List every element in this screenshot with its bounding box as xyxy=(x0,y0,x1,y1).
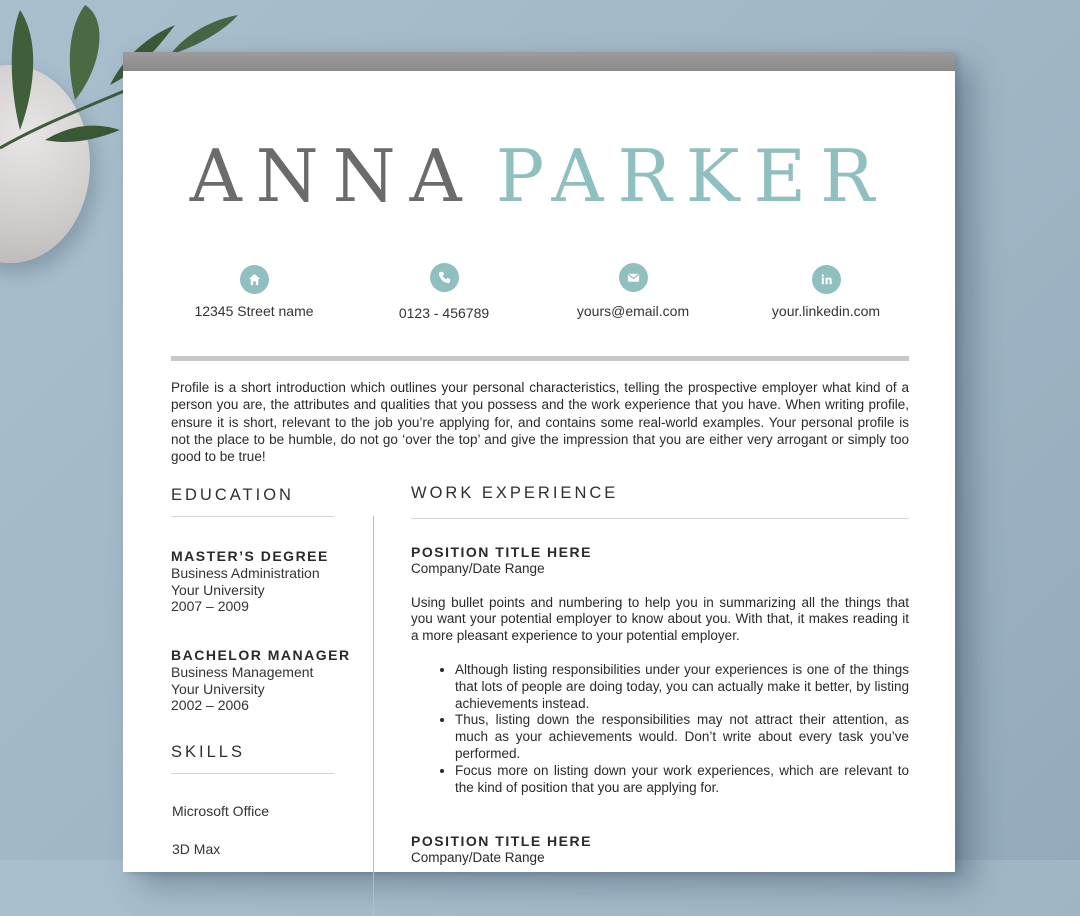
address-text: 12345 Street name xyxy=(194,303,314,319)
contact-address xyxy=(159,265,349,319)
skill-item: 3D Max xyxy=(172,841,221,857)
education-item xyxy=(171,647,371,714)
degree-title: BACHELOR MANAGER xyxy=(171,647,351,663)
job-entry xyxy=(411,544,909,796)
linkedin-text[interactable]: your.linkedin.com xyxy=(771,303,881,319)
linkedin-icon xyxy=(812,265,841,294)
profile-summary: Profile is a short introduction which outlines your personal characteristics, telling the prospective employer what kind of a person you are, the attributes and qualities that you possess and the work experience that you have. When writing profile, ensure it is short, relevant to the job you’re applying for, and contains some real-world examples. Your personal profile is not the place to be humble, do not go ‘over the top’ and give the impression that you are either very arrogant or simply too good to be true! xyxy=(171,380,909,465)
skills-rule xyxy=(171,773,334,774)
education-heading: EDUCATION xyxy=(171,486,294,504)
contact-linkedin[interactable] xyxy=(731,265,921,319)
header-divider xyxy=(171,356,909,361)
candidate-name xyxy=(123,134,955,218)
job-bullet: • Although listing responsibilities under your experiences is one of the things that lots of people are doing today, you can actually make it better, by listing achievements instead. xyxy=(455,662,909,712)
mail-icon xyxy=(619,263,648,292)
degree-title: MASTER’S DEGREE xyxy=(171,548,329,564)
skills-heading: SKILLS xyxy=(171,743,245,761)
email-text[interactable]: yours@email.com xyxy=(576,303,690,319)
first-name: ANNA xyxy=(189,134,476,218)
job-bullet: • Thus, listing down the responsibilities may not attract their attention, as much as your achievements would. Don’t write about every task you’ve performed. xyxy=(455,712,909,762)
degree-school: Your University xyxy=(171,680,265,697)
degree-dates: 2007 – 2009 xyxy=(171,598,249,615)
job-bullet: • Focus more on listing down your work experiences, which are relevant to the kind of position that you are applying for. xyxy=(455,763,909,797)
skill-item: Microsoft Office xyxy=(172,803,269,819)
job-title: POSITION TITLE HERE xyxy=(411,544,592,560)
contact-phone xyxy=(349,263,539,321)
job-description: Using bullet points and numbering to help you in summarizing all the things that you want your potential employer to know about you. With that, it makes reading it a more pleasant experience to your potential employer. xyxy=(411,594,909,644)
education-rule xyxy=(171,516,334,517)
job-entry xyxy=(411,833,909,867)
education-item xyxy=(171,548,371,615)
degree-field: Business Administration xyxy=(171,564,320,581)
work-rule xyxy=(411,518,909,519)
work-experience-heading: WORK EXPERIENCE xyxy=(411,484,619,502)
column-divider xyxy=(373,516,374,916)
job-company: Company/Date Range xyxy=(411,849,545,865)
phone-text: 0123 - 456789 xyxy=(398,305,490,321)
home-icon xyxy=(240,265,269,294)
last-name: PARKER xyxy=(495,134,889,218)
job-company: Company/Date Range xyxy=(411,560,545,576)
job-title: POSITION TITLE HERE xyxy=(411,833,592,849)
resume-page xyxy=(123,52,955,872)
degree-school: Your University xyxy=(171,581,265,598)
degree-dates: 2002 – 2006 xyxy=(171,697,249,714)
phone-icon xyxy=(430,263,459,292)
header-band xyxy=(123,52,955,71)
degree-field: Business Management xyxy=(171,663,314,680)
contact-email[interactable] xyxy=(538,263,728,319)
job-bullets xyxy=(411,662,909,796)
